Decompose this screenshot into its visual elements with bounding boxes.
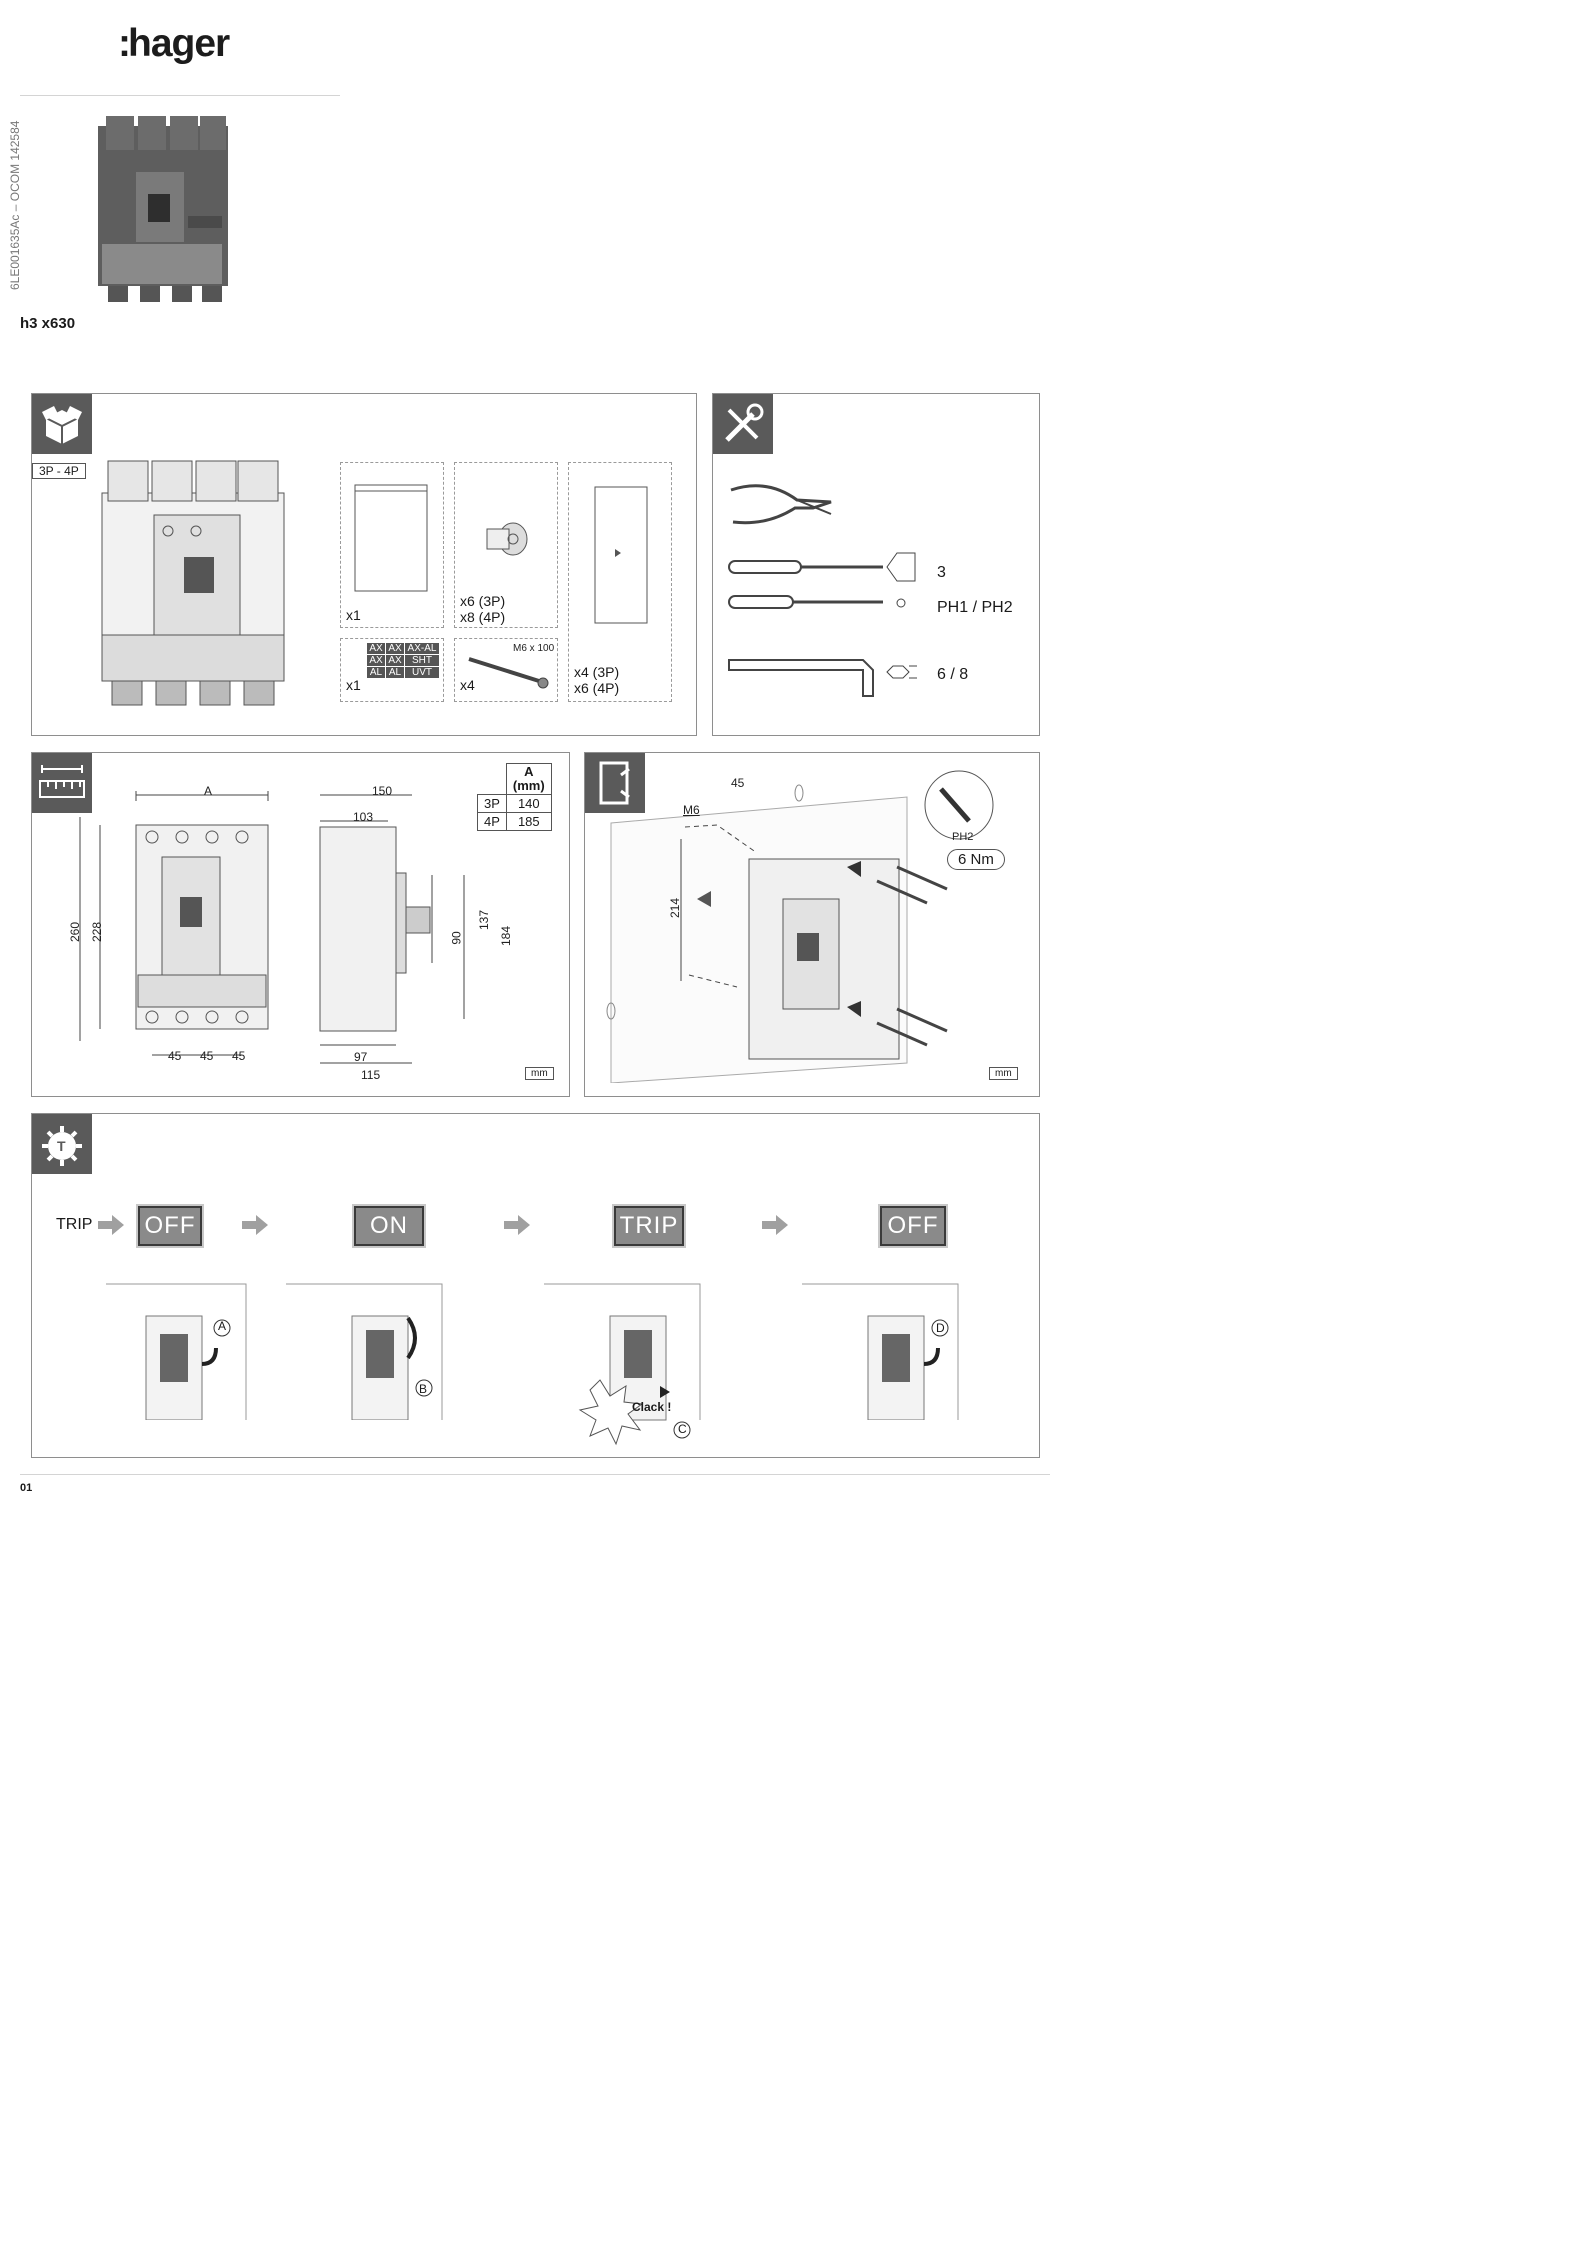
label-tag: AL <box>367 667 385 678</box>
arrow-right-icon <box>98 1215 124 1235</box>
state-off: OFF <box>880 1206 946 1246</box>
test-icon <box>32 1114 92 1174</box>
dim-pitch: 45 <box>200 1049 214 1063</box>
dimensions-panel <box>31 752 570 1097</box>
product-photo <box>92 112 242 304</box>
table-cell: 4P <box>478 813 507 831</box>
state-on: ON <box>354 1206 424 1246</box>
brand-name: hager <box>128 22 230 65</box>
clack-text: Clack ! <box>632 1400 672 1414</box>
tool-label: 3 <box>937 564 946 581</box>
tools-icon <box>713 394 773 454</box>
pole-dimension-table <box>477 763 552 831</box>
dim-pitch: 45 <box>232 1049 246 1063</box>
state-trip: TRIP <box>614 1206 684 1246</box>
state-off: OFF <box>138 1206 202 1246</box>
contents-qty: x1 <box>346 677 361 693</box>
start-state-label: TRIP <box>56 1216 93 1233</box>
label-tag: SHT <box>405 655 439 666</box>
dim-depth-150: 150 <box>372 784 393 798</box>
svg-text:T: T <box>57 1138 66 1154</box>
front-view-drawing <box>72 787 302 1077</box>
contents-item-bushing <box>454 462 558 628</box>
step-marker: A <box>218 1319 227 1333</box>
pliers-icon <box>727 478 847 534</box>
footer-rule <box>20 1474 1050 1475</box>
label-tag: AX-AL <box>405 643 439 654</box>
page-number: 01 <box>20 1482 33 1494</box>
package-icon <box>32 394 92 454</box>
step-marker: B <box>419 1382 428 1396</box>
table-cell: 185 <box>506 813 551 831</box>
dim-depth-97: 97 <box>354 1050 368 1064</box>
mounting-panel <box>584 752 1040 1097</box>
label-tag: UVT <box>405 667 439 678</box>
contents-item-labels <box>340 638 444 702</box>
dim-spacing: 45 <box>731 776 745 790</box>
label-tag: AX <box>367 655 385 666</box>
label-tag: AX <box>386 643 404 654</box>
table-row <box>478 795 552 813</box>
test-panel <box>31 1113 1040 1458</box>
step-marker: C <box>678 1422 687 1436</box>
unit-badge: mm <box>525 1067 554 1080</box>
poles-label: 3P - 4P <box>32 463 86 479</box>
contents-qty: x1 <box>346 607 361 623</box>
dim-h90: 90 <box>449 931 464 945</box>
dim-height-outer: 260 <box>68 921 83 943</box>
table-row <box>478 813 552 831</box>
label-tag: AL <box>386 667 404 678</box>
product-name: h3 x630 <box>20 315 76 332</box>
contents-qty: x6 (3P) x8 (4P) <box>460 593 506 625</box>
contents-item-manual <box>340 462 444 628</box>
contents-qty: x4 <box>460 677 475 693</box>
brand-logo: :hager <box>118 22 230 65</box>
hex-key-icon <box>727 658 927 698</box>
mounting-drawing <box>597 763 1027 1083</box>
table-cell: 3P <box>478 795 507 813</box>
dim-h184: 184 <box>499 925 514 947</box>
header-rule <box>20 95 340 96</box>
flat-screwdriver-icon <box>727 551 927 585</box>
table-header: A (mm) <box>506 764 551 795</box>
dim-height-inner: 228 <box>90 921 105 943</box>
contents-item-screws <box>454 638 558 702</box>
label-grid <box>367 643 439 678</box>
tool-label: PH1 / PH2 <box>937 599 1013 616</box>
tools-panel <box>712 393 1040 736</box>
screw-size: M6 x 100 <box>513 643 555 654</box>
contents-panel <box>31 393 697 736</box>
step-illustration <box>106 1280 258 1420</box>
label-tag: AX <box>367 643 385 654</box>
table-cell: 140 <box>506 795 551 813</box>
label-tag: AX <box>386 655 404 666</box>
dim-depth-115: 115 <box>361 1068 381 1082</box>
step-illustration <box>798 1280 968 1420</box>
arrow-right-icon <box>762 1215 788 1235</box>
torque-value: 6 Nm <box>947 849 1005 870</box>
bit-size: PH2 <box>952 831 974 843</box>
arrow-right-icon <box>504 1215 530 1235</box>
contents-item-barrier <box>568 462 672 702</box>
document-code: 6LE001635Ac – OCOM 142584 <box>8 120 22 290</box>
dim-depth-103: 103 <box>353 810 374 824</box>
step-illustration <box>282 1280 452 1420</box>
unit-badge: mm <box>989 1067 1018 1080</box>
dim-h137: 137 <box>477 909 492 931</box>
step-marker: D <box>936 1321 945 1335</box>
tool-label: 6 / 8 <box>937 666 969 683</box>
dim-pitch: 45 <box>168 1049 182 1063</box>
dim-a: A <box>204 784 213 798</box>
breaker-illustration <box>98 457 290 709</box>
thread-size: M6 <box>683 803 700 817</box>
dim-vertical: 214 <box>668 897 683 919</box>
phillips-screwdriver-icon <box>727 592 927 614</box>
contents-qty: x4 (3P) x6 (4P) <box>574 664 620 696</box>
arrow-right-icon <box>242 1215 268 1235</box>
